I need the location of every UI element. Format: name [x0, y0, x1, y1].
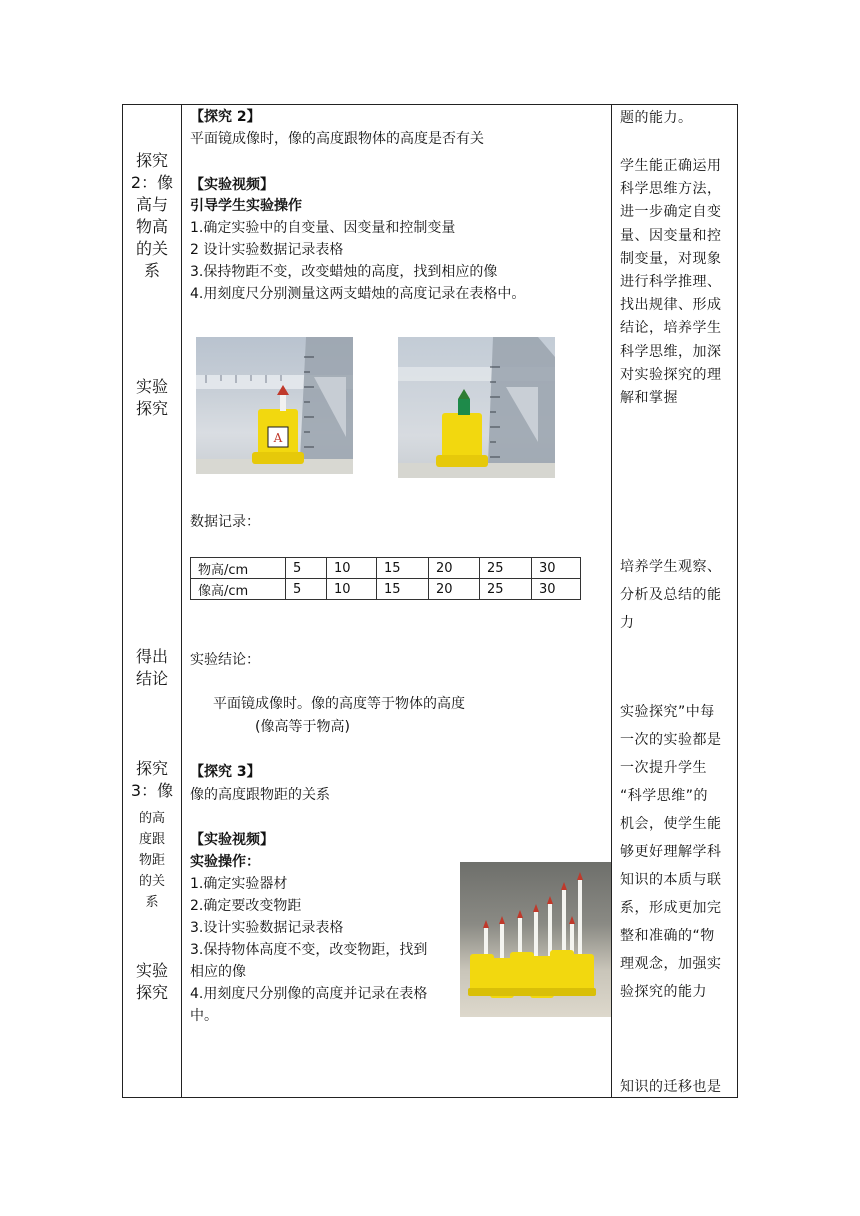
note-line: 对实验探究的理: [620, 366, 722, 383]
note-line: 找出规律、形成: [620, 297, 722, 314]
side-line: 系: [145, 895, 159, 910]
table-cell: 5: [286, 558, 327, 579]
note-transfer: 知识的迁移也是: [620, 1079, 722, 1095]
side-label-inquiry3: [124, 758, 180, 802]
side-label-inquiry3-topic: [124, 808, 180, 913]
note-line: 机会，使学生能: [620, 816, 722, 832]
step-item: 中。: [190, 1008, 218, 1024]
table-cell: 25: [480, 579, 532, 600]
side-label-experiment-2: [124, 960, 180, 1004]
note-line: 理观念，加强实: [620, 956, 722, 972]
video-heading-2: 【实验视频】: [190, 832, 274, 848]
note-line: 进一步确定自变: [620, 204, 722, 221]
guide-heading: 引导学生实验操作: [190, 198, 302, 214]
step-item: 2 设计实验数据记录表格: [190, 242, 344, 258]
table-row: [191, 558, 581, 579]
conclusion-label: 实验结论：: [190, 652, 260, 668]
note-line: 够更好理解学科: [620, 844, 722, 860]
note-line: 科学思维方法，: [620, 181, 722, 198]
note-ability: 题的能力。: [620, 110, 693, 126]
table-cell: 20: [429, 579, 480, 600]
note-line: 科学思维，加深: [620, 343, 722, 360]
note-line: 系，形成更加完: [620, 900, 722, 916]
candles-group-photo: [460, 862, 611, 1017]
step-item: 1.确定实验器材: [190, 876, 288, 892]
table-row: [191, 579, 581, 600]
note-line: 验探究的能力: [620, 984, 707, 1000]
object-label-a: A: [273, 431, 283, 445]
candle-photo-object: [196, 337, 353, 474]
conclusion-summary: (像高等于物高): [255, 719, 350, 735]
note-line: 学生能正确运用: [620, 158, 722, 174]
inquiry3-question: 像的高度跟物距的关系: [190, 787, 330, 803]
note-line: 解和掌握: [620, 390, 678, 407]
note-line: 实验探究”中每: [620, 704, 715, 720]
inquiry3-heading: 【探究 3】: [190, 764, 261, 780]
side-line: 2：像: [130, 173, 174, 192]
side-line: 实验: [135, 377, 168, 396]
note-line: 一次提升学生: [620, 760, 707, 776]
side-label-conclusion: [124, 646, 180, 690]
table-cell: 物高/cm: [191, 558, 286, 579]
side-line: 物高: [135, 217, 168, 236]
table-cell: 30: [532, 558, 581, 579]
step-item: 3.保持物体高度不变，改变物距，找到: [190, 942, 428, 958]
table-cell: 10: [327, 579, 377, 600]
side-line: 探究: [135, 151, 168, 170]
operation-heading: 实验操作：: [190, 854, 260, 870]
step-item: 1.确定实验中的自变量、因变量和控制变量: [190, 220, 456, 236]
side-line: 3：像: [130, 781, 174, 800]
side-line: 探究: [135, 983, 168, 1002]
table-cell: 30: [532, 579, 581, 600]
side-line: 的高: [138, 811, 165, 826]
side-line: 的关: [135, 239, 168, 258]
note-line: 培养学生观察、: [620, 559, 722, 575]
column-divider-right: [611, 104, 612, 1098]
step-item: 3.保持物距不变，改变蜡烛的高度，找到相应的像: [190, 264, 498, 280]
step-item: 4.用刻度尺分别测量这两支蜡烛的高度记录在表格中。: [190, 286, 526, 302]
note-line: 量、因变量和控: [620, 227, 722, 244]
data-table: [190, 557, 581, 600]
table-cell: 20: [429, 558, 480, 579]
table-cell: 10: [327, 558, 377, 579]
side-line: 探究: [135, 759, 168, 778]
step-item: 4.用刻度尺分别像的高度并记录在表格: [190, 986, 428, 1002]
side-line: 度跟: [138, 832, 165, 847]
side-line: 系: [143, 261, 160, 280]
note-line: 分析及总结的能: [620, 587, 722, 603]
column-divider-left: [181, 104, 182, 1098]
note-line: 制变量，对现象: [620, 250, 722, 267]
step-item: 相应的像: [190, 964, 246, 980]
side-label-experiment: [124, 376, 180, 420]
conclusion-text: 平面镜成像时。像的高度等于物体的高度: [213, 696, 465, 712]
data-record-label: 数据记录：: [190, 514, 260, 530]
side-line: 得出: [135, 647, 168, 666]
note-observation: [620, 553, 732, 637]
note-line: 结论，培养学生: [620, 320, 722, 337]
step-item: 3.设计实验数据记录表格: [190, 920, 344, 936]
side-line: 物距: [138, 853, 165, 868]
table-cell: 5: [286, 579, 327, 600]
note-line: 力: [620, 615, 635, 631]
inquiry2-question: 平面镜成像时，像的高度跟物体的高度是否有关: [190, 131, 484, 147]
side-line: 实验: [135, 961, 168, 980]
candle-photo-image: [398, 337, 555, 478]
side-line: 探究: [135, 399, 168, 418]
inquiry2-heading: 【探究 2】: [190, 109, 261, 125]
table-cell: 25: [480, 558, 532, 579]
note-line: 进行科学推理、: [620, 274, 722, 291]
side-label-inquiry2: [124, 150, 180, 282]
side-line: 高与: [135, 195, 168, 214]
side-line: 的关: [138, 874, 165, 889]
note-line: 整和准确的“物: [620, 928, 715, 944]
note-line: 一次的实验都是: [620, 732, 722, 748]
table-cell: 15: [377, 579, 429, 600]
video-heading: 【实验视频】: [190, 177, 274, 193]
note-line: “科学思维”的: [620, 788, 709, 804]
side-line: 结论: [135, 669, 168, 688]
table-cell: 15: [377, 558, 429, 579]
step-item: 2.确定要改变物距: [190, 898, 302, 914]
table-cell: 像高/cm: [191, 579, 286, 600]
note-inquiry-thinking: [620, 698, 732, 1006]
note-scientific-thinking: [620, 155, 732, 410]
note-line: 知识的本质与联: [620, 872, 722, 888]
